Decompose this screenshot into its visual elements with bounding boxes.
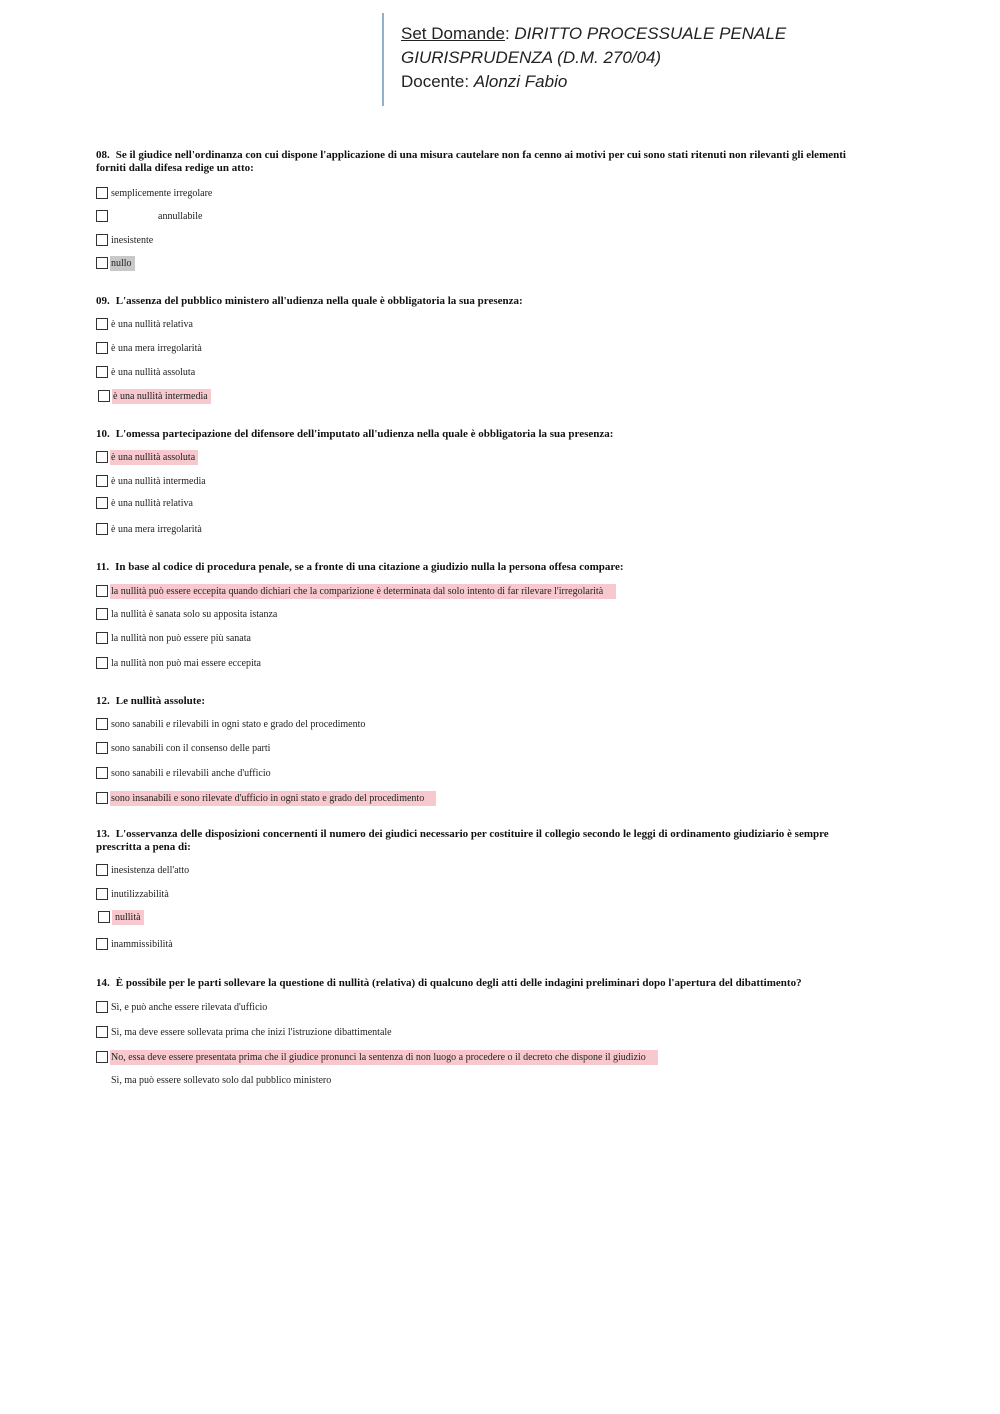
option[interactable] xyxy=(96,999,270,1015)
checkbox[interactable] xyxy=(96,608,108,620)
option-label: Sì, ma deve essere sollevata prima che inizi l'istruzione dibattimentale xyxy=(111,1026,392,1038)
checkbox[interactable] xyxy=(98,911,110,923)
option[interactable] xyxy=(96,316,196,332)
option[interactable] xyxy=(96,521,205,537)
question-title: 13. L'osservanza delle disposizioni concernenti il numero dei giudici necessario per costituire il collegio secondo le leggi di ordinamento giudiziario è sempre prescritta a pena di: xyxy=(96,828,829,853)
option-label: semplicemente irregolare xyxy=(111,187,213,199)
checkbox[interactable] xyxy=(96,257,108,269)
option-label: è una mera irregolarità xyxy=(111,523,202,535)
docente-line xyxy=(401,70,902,94)
option[interactable] xyxy=(96,208,205,224)
course-subtitle-line xyxy=(401,46,902,70)
course-title: DIRITTO PROCESSUALE PENALE xyxy=(514,24,787,43)
checkbox[interactable] xyxy=(96,366,108,378)
checkbox[interactable] xyxy=(96,475,108,487)
checkbox[interactable] xyxy=(96,718,108,730)
option[interactable] xyxy=(96,936,176,952)
docente-label: Docente: xyxy=(401,72,474,91)
option[interactable] xyxy=(96,886,172,902)
option-label-selected: nullo xyxy=(110,256,135,271)
docente-name: Alonzi Fabio xyxy=(473,72,568,91)
option[interactable] xyxy=(96,765,274,781)
checkbox[interactable] xyxy=(96,657,108,669)
set-domande-line: Set Domande: DIRITTO PROCESSUALE PENALE xyxy=(401,24,787,43)
option[interactable] xyxy=(96,449,198,465)
option-label: inesistenza dell'atto xyxy=(111,864,190,876)
checkbox[interactable] xyxy=(98,390,110,402)
option-label: la nullità è sanata solo su apposita istanza xyxy=(111,608,278,620)
option[interactable] xyxy=(96,1072,334,1088)
checkbox[interactable] xyxy=(96,864,108,876)
checkbox[interactable] xyxy=(96,1001,108,1013)
checkbox[interactable] xyxy=(96,792,108,804)
option[interactable] xyxy=(96,1024,395,1040)
option[interactable] xyxy=(96,185,215,201)
option[interactable] xyxy=(96,388,211,404)
checkbox[interactable] xyxy=(96,451,108,463)
option-label: è una nullità intermedia xyxy=(111,475,206,487)
checkbox[interactable] xyxy=(96,767,108,779)
option-label: è una nullità relativa xyxy=(111,497,193,509)
checkbox[interactable] xyxy=(96,1051,108,1063)
question-title: 10. L'omessa partecipazione del difensore dell'imputato all'udienza nella quale è obbligatoria la sua presenza: xyxy=(96,428,614,440)
question-08 xyxy=(96,149,896,175)
question-title: 08. Se il giudice nell'ordinanza con cui dispone l'applicazione di una misura cautelare non fa cenno ai motivi per cui sono stati ritenuti non rilevanti gli elementi forniti dalla difesa redige un atto: xyxy=(96,149,846,174)
question-13 xyxy=(96,828,896,854)
question-title: 12. Le nullità assolute: xyxy=(96,695,205,707)
option-label: inutilizzabilità xyxy=(111,888,169,900)
course-subtitle: GIURISPRUDENZA (D.M. 270/04) xyxy=(401,48,662,67)
option-label: Sì, ma può essere sollevato solo dal pubblico ministero xyxy=(111,1074,332,1086)
option[interactable] xyxy=(96,232,156,248)
option-label-correct: nullità xyxy=(112,910,144,925)
option-label-correct: è una nullità intermedia xyxy=(112,389,211,404)
checkbox[interactable] xyxy=(96,318,108,330)
question-title: 11. In base al codice di procedura penale, se a fronte di una citazione a giudizio nulla la persona offesa compare: xyxy=(96,561,624,573)
option[interactable] xyxy=(96,716,368,732)
checkbox[interactable] xyxy=(96,632,108,644)
set-domande-label: Set Domande xyxy=(401,24,505,43)
option-label: sono sanabili con il consenso delle parti xyxy=(111,742,271,754)
checkbox[interactable] xyxy=(96,210,108,222)
question-title: 14. È possibile per le parti sollevare la questione di nullità (relativa) di qualcuno degli atti delle indagini preliminari dopo l'apertura del dibattimento? xyxy=(96,977,802,989)
question-title: 09. L'assenza del pubblico ministero all'udienza nella quale è obbligatoria la sua presenza: xyxy=(96,295,523,307)
option[interactable] xyxy=(96,583,616,599)
option[interactable] xyxy=(96,862,192,878)
option-label-correct: la nullità può essere eccepita quando dichiari che la comparizione è determinata dal solo intento di far rilevare l'irregolarità xyxy=(110,584,616,599)
option[interactable] xyxy=(96,606,280,622)
option-label: annullabile xyxy=(158,210,203,222)
option-label: la nullità non può mai essere eccepita xyxy=(111,657,261,669)
option[interactable] xyxy=(96,1049,658,1065)
checkbox[interactable] xyxy=(96,938,108,950)
option-label: inammissibilità xyxy=(111,938,173,950)
option-label-correct: No, essa deve essere presentata prima che il giudice pronunci la sentenza di non luogo a procedere o il decreto che dispone il giudizio xyxy=(110,1050,658,1065)
option-label: sono sanabili e rilevabili in ogni stato e grado del procedimento xyxy=(111,718,366,730)
option-label: è una nullità relativa xyxy=(111,318,193,330)
checkbox[interactable] xyxy=(96,888,108,900)
option[interactable] xyxy=(96,255,135,271)
question-14 xyxy=(96,977,896,990)
checkbox[interactable] xyxy=(96,497,108,509)
checkbox[interactable] xyxy=(96,742,108,754)
checkbox[interactable] xyxy=(96,585,108,597)
option-label: sono sanabili e rilevabili anche d'ufficio xyxy=(111,767,271,779)
option-label: è una mera irregolarità xyxy=(111,342,202,354)
question-11 xyxy=(96,561,896,574)
option[interactable] xyxy=(96,630,254,646)
question-10 xyxy=(96,428,896,441)
option[interactable] xyxy=(96,790,436,806)
option-label: è una nullità assoluta xyxy=(111,366,196,378)
checkbox[interactable] xyxy=(96,187,108,199)
option[interactable] xyxy=(96,340,205,356)
option[interactable] xyxy=(96,655,264,671)
checkbox[interactable] xyxy=(96,1026,108,1038)
option[interactable] xyxy=(96,364,198,380)
checkbox-missing[interactable] xyxy=(96,1074,108,1086)
option[interactable] xyxy=(96,909,144,925)
option-label-correct: è una nullità assoluta xyxy=(110,450,198,465)
option-label: Sì, e può anche essere rilevata d'ufficio xyxy=(111,1001,268,1013)
option-label-correct: sono insanabili e sono rilevate d'ufficio in ogni stato e grado del procedimento xyxy=(110,791,436,806)
question-09 xyxy=(96,295,896,308)
document-header xyxy=(382,13,902,106)
option[interactable] xyxy=(96,473,209,489)
question-12 xyxy=(96,695,896,708)
option-label: la nullità non può essere più sanata xyxy=(111,632,251,644)
option[interactable] xyxy=(96,740,273,756)
checkbox[interactable] xyxy=(96,523,108,535)
option[interactable] xyxy=(96,495,196,511)
option-label: inesistente xyxy=(111,234,154,246)
checkbox[interactable] xyxy=(96,234,108,246)
checkbox[interactable] xyxy=(96,342,108,354)
